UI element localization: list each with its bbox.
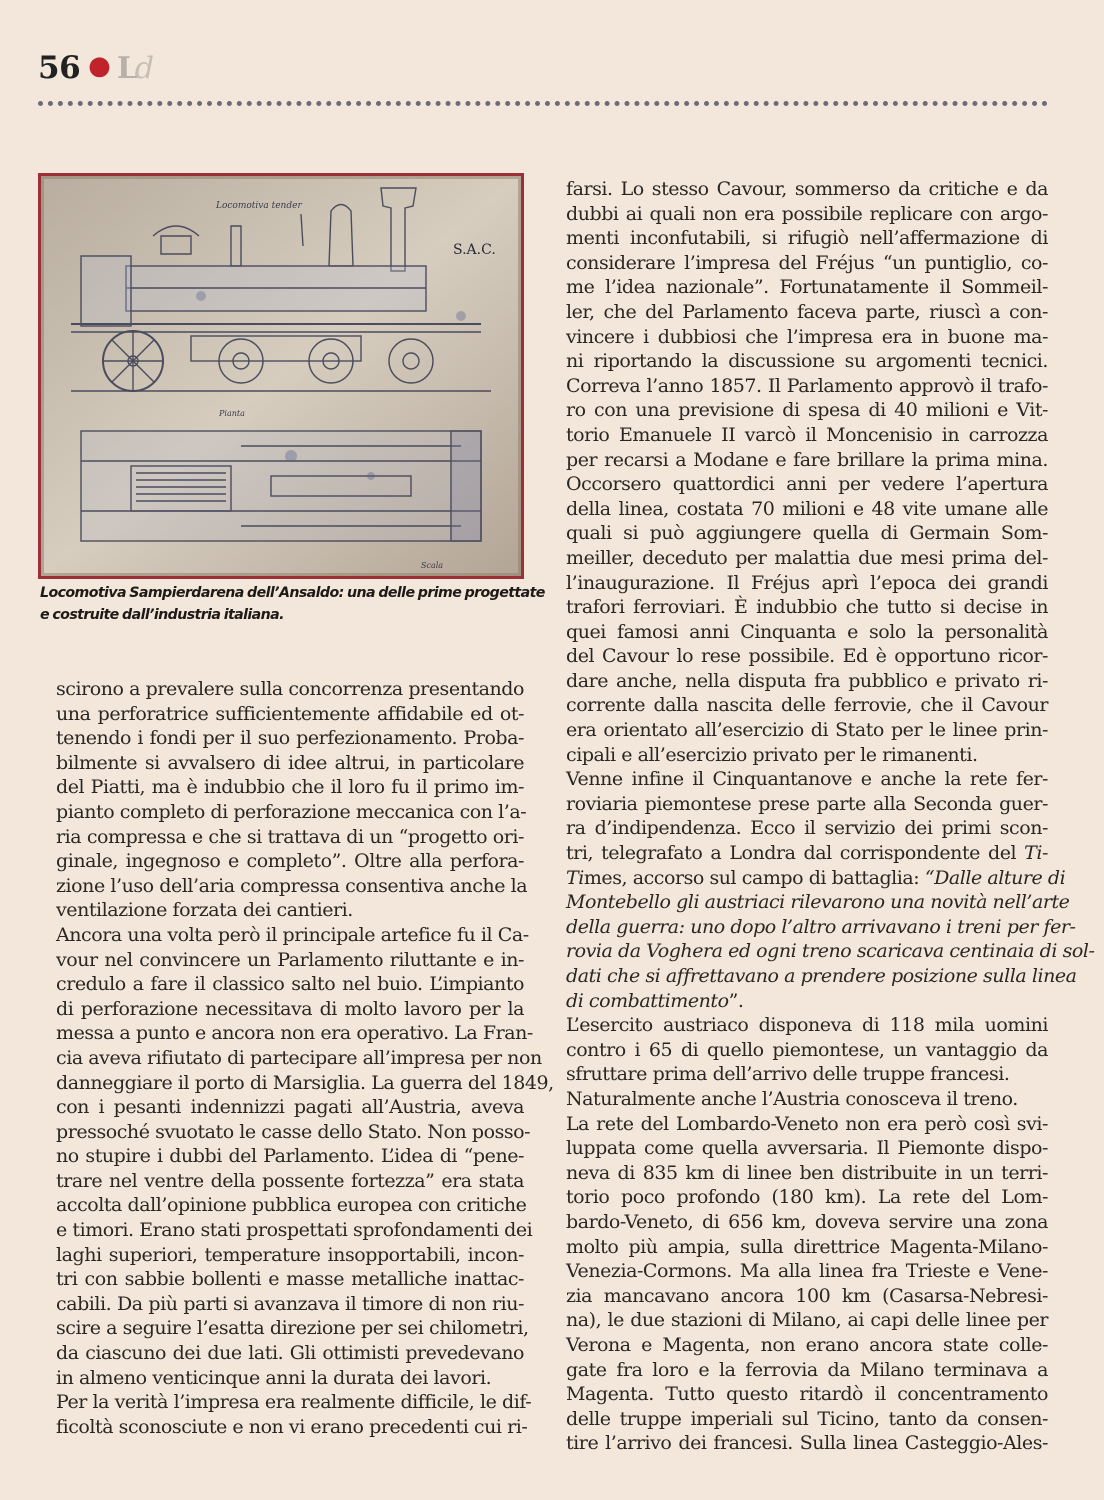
text-line: una perforatrice sufficientemente affidabile ed ot- <box>56 702 524 725</box>
text-line: scirono a prevalere sulla concorrenza presentando <box>56 678 524 700</box>
text-line: ro con una previsione di spesa di 40 milioni e Vit- <box>566 399 1048 422</box>
caption-line: e costruite dall’industria italiana. <box>40 607 284 623</box>
text-line: corrente dalla nascita delle ferrovie, che il Cavour <box>566 694 1048 717</box>
text-line: me l’idea nazionale”. Fortunatamente il Sommeil- <box>566 276 1048 299</box>
caption-line: Locomotiva Sampierdarena dell’Ansaldo: una delle prime progettate <box>40 585 545 601</box>
text-line: per recarsi a Modane e fare brillare la prima mina. <box>566 448 1048 471</box>
text-line: ra d’indipendenza. Ecco il servizio dei primi scon- <box>566 817 1048 840</box>
text-line: laghi superiori, temperature insopportabili, incon- <box>56 1243 524 1266</box>
text-line: accolta dall’opinione pubblica europea con critiche <box>56 1194 527 1217</box>
left-text-column <box>56 677 554 1439</box>
text-line: Montebello gli austriaci rilevarono una novità nell’arte <box>566 891 1070 914</box>
text-line: da ciascuno dei due lati. Gli ottimisti prevedevano <box>56 1342 524 1365</box>
text-line: farsi. Lo stesso Cavour, sommerso da critiche e da <box>566 178 1048 200</box>
text-line: dubbi ai quali non era possibile replicare con argo- <box>566 202 1048 225</box>
text-line: quei famosi anni Cinquanta e solo la personalità <box>566 620 1048 643</box>
text-line: vour nel convincere un Parlamento riluttante e in- <box>56 948 524 971</box>
text-line: no stupire i dubbi del Parlamento. L’idea di “pene- <box>56 1145 524 1168</box>
drawing-label-side: S.A.C. <box>453 242 496 258</box>
bullet-icon: ● <box>88 51 111 81</box>
right-text-column <box>566 177 1095 1456</box>
text-line: gate fra loro e la ferrovia da Milano terminava a <box>566 1358 1048 1381</box>
text-line: delle truppe imperiali sul Ticino, tanto da consen- <box>566 1407 1048 1430</box>
locomotive-drawing-figure <box>38 173 524 579</box>
text-line: Venezia-Cormons. Ma alla linea fra Trieste e Vene- <box>566 1260 1048 1283</box>
drawing-label-scale: Scala <box>421 561 444 570</box>
text-line: era orientato all’esercizio di Stato per le linee prin- <box>566 719 1048 742</box>
text-line: Venne infine il Cinquantanove e anche la rete fer- <box>566 768 1048 791</box>
text-line: del Piatti, ma è indubbio che il loro fu il primo im- <box>56 776 524 799</box>
text-line: bardo-Veneto, di 656 km, doveva servire una zona <box>566 1210 1048 1233</box>
text-line: ficoltà sconosciute e non vi erano precedenti cui ri- <box>56 1415 528 1438</box>
text-line: Verona e Magenta, non erano ancora state colle- <box>566 1333 1048 1356</box>
text-line: tri, telegrafato a Londra dal corrispondente del Ti- <box>566 842 1048 865</box>
text-line: meiller, deceduto per malattia due mesi prima del- <box>566 546 1048 569</box>
text-line: dati che si affrettavano a prendere posizione sulla linea <box>566 965 1077 987</box>
text-line: ria compressa e che si trattava di un “progetto ori- <box>56 825 524 848</box>
text-line: bilmente si avvalsero di idee altrui, in particolare <box>56 751 524 774</box>
text-line: pianto completo di perforazione meccanica con l’a- <box>56 800 527 823</box>
text-line: dare anche, nella disputa fra pubblico e privato ri- <box>566 669 1048 692</box>
text-line: trafori ferroviari. È indubbio che tutto si decise in <box>566 596 1048 619</box>
text-line: cia aveva rifiutato di partecipare all’impresa per non <box>56 1046 542 1069</box>
text-line: menti inconfutabili, si rifugiò nell’affermazione di <box>566 227 1048 250</box>
text-line: del Cavour lo rese possibile. Ed è opportuno ricor- <box>566 645 1048 668</box>
text-line: Naturalmente anche l’Austria conosceva il treno. <box>566 1087 1018 1110</box>
text-line: considerare l’impresa del Fréjus “un puntiglio, co- <box>566 251 1048 274</box>
text-line: quali si può aggiungere quella di Germain Som- <box>566 522 1048 545</box>
text-line: sfruttare prima dell’arrivo delle truppe francesi. <box>566 1063 1010 1086</box>
text-line: credulo a fare il classico salto nel buio. L’impianto <box>56 973 524 996</box>
page-header <box>38 48 151 88</box>
drawing-label-mid: Pianta <box>219 409 245 418</box>
text-line: ventilazione forzata dei cantieri. <box>56 899 353 922</box>
text-line: pressoché svuotato le casse dello Stato. Non posso- <box>56 1120 531 1143</box>
text-line: molto più ampia, sulla direttrice Magenta-Milano- <box>566 1235 1048 1258</box>
text-line: l’inaugurazione. Il Fréjus aprì l’epoca dei grandi <box>566 571 1048 594</box>
text-line: trare nel ventre della possente fortezza” era stata <box>56 1169 524 1192</box>
text-line: neva di 835 km di linee ben distribuite in un terri- <box>566 1161 1048 1184</box>
text-line: Correva l’anno 1857. Il Parlamento approvò il trafo- <box>566 374 1048 397</box>
text-line: ni riportando la discussione su argomenti tecnici. <box>566 350 1048 373</box>
locomotive-drawing <box>41 176 521 576</box>
text-line: Per la verità l’impresa era realmente difficile, le dif- <box>56 1391 532 1414</box>
text-line: torio poco profondo (180 km). La rete del Lom- <box>566 1186 1048 1209</box>
text-line: roviaria piemontese prese parte alla Seconda guer- <box>566 792 1048 815</box>
text-line: messa a punto e ancora non era operativo. La Fran- <box>56 1022 533 1045</box>
text-line: con i pesanti indennizzi pagati all’Austria, aveva <box>56 1096 524 1119</box>
text-line: rovia da Voghera ed ogni treno scaricava centinaia di sol- <box>566 940 1095 963</box>
text-line: zia mancavano ancora 100 km (Casarsa-Nebresi- <box>566 1284 1048 1307</box>
text-line: Ancora una volta però il principale artefice fu il Ca- <box>56 923 529 946</box>
text-line: na), le due stazioni di Milano, ai capi delle linee per <box>566 1309 1048 1332</box>
drawing-label-top: Locomotiva tender <box>216 201 302 211</box>
text-line: contro i 65 di quello piemontese, un vantaggio da <box>566 1038 1048 1061</box>
page-number: 56 <box>38 50 81 86</box>
text-line: scire a seguire l’esatta direzione per sei chilometri, <box>56 1317 529 1340</box>
magazine-logo: Ld <box>116 50 152 86</box>
text-line: Magenta. Tutto questo ritardò il concentramento <box>566 1383 1048 1406</box>
text-line: torio Emanuele II varcò il Moncenisio in carrozza <box>566 423 1048 446</box>
text-line: luppata come quella avversaria. Il Piemonte dispo- <box>566 1137 1048 1160</box>
header-dotted-rule <box>38 101 1048 106</box>
text-line: cabili. Da più parti si avanzava il timore di non riu- <box>56 1292 524 1315</box>
text-line: ler, che del Parlamento faceva parte, riuscì a con- <box>566 300 1048 323</box>
text-line: e timori. Erano stati prospettati sprofondamenti dei <box>56 1219 533 1242</box>
text-line: La rete del Lombardo-Veneto non era però così svi- <box>566 1112 1048 1135</box>
text-line: danneggiare il porto di Marsiglia. La guerra del 1849, <box>56 1071 554 1094</box>
text-line: cipali e all’esercizio privato per le rimanenti. <box>566 743 978 766</box>
text-line: tenendo i fondi per il suo perfezionamento. Proba- <box>56 727 524 750</box>
text-line: Times, accorso sul campo di battaglia: “Dalle alture di <box>566 866 1066 889</box>
text-line: della guerra: uno dopo l’altro arrivavano i treni per fer- <box>566 915 1076 938</box>
text-line: Occorsero quattordici anni per vedere l’apertura <box>566 473 1048 496</box>
text-line: di perforazione necessitava di molto lavoro per la <box>56 997 524 1020</box>
figure-caption <box>40 582 545 626</box>
text-line: L’esercito austriaco disponeva di 118 mila uomini <box>566 1014 1048 1037</box>
text-line: in almeno venticinque anni la durata dei lavori. <box>56 1366 492 1389</box>
text-line: ginale, ingegnoso e completo”. Oltre alla perfora- <box>56 850 524 873</box>
text-line: tri con sabbie bollenti e masse metalliche inattac- <box>56 1268 524 1291</box>
text-line: della linea, costata 70 milioni e 48 vite umane alle <box>566 497 1048 520</box>
text-line: tire l’arrivo dei francesi. Sulla linea Casteggio-Ales- <box>566 1432 1048 1455</box>
text-line: di combattimento”. <box>566 989 744 1012</box>
text-line: vincere i dubbiosi che l’impresa era in buone ma- <box>566 325 1048 348</box>
text-line: zione l’uso dell’aria compressa consentiva anche la <box>56 874 528 897</box>
